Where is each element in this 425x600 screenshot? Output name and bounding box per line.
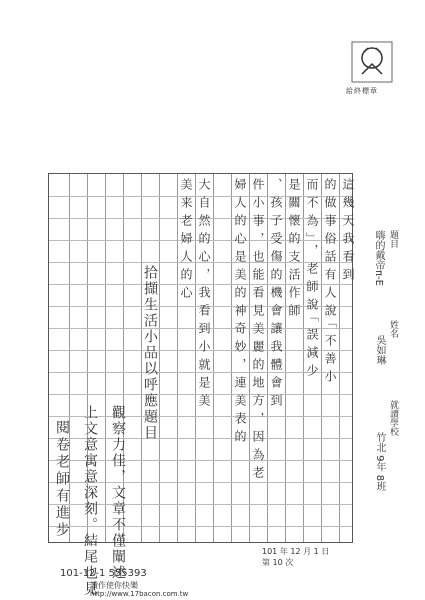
teacher-comment-third: 上文意寓意深刻。結尾也見 (82, 405, 98, 597)
teacher-comment-main: 拾擷生活小品以呼應題目 (142, 265, 158, 441)
school-name: 竹北 9年 8班 (374, 432, 385, 492)
text-column: 是關懷的支活作師 (287, 178, 301, 322)
text-column: 、孩子受傷的機會讓我體會到 (269, 178, 283, 412)
text-column: 件小事，也能看見美麗的地方，因為老 (251, 178, 265, 484)
footer-code: 101-12-1 555393 (60, 568, 147, 579)
text-column: 美来老婦人的心 (179, 178, 193, 304)
footer-site: 讀作使你快樂 (90, 581, 138, 590)
teacher-comment-second: 觀察力佳，文章不僅闡述 (110, 405, 126, 581)
text-column: 大自然的心，我看到小就是美 (197, 178, 211, 412)
school-label: 就讀學校 (388, 400, 398, 436)
student-name: 吳如琳 (374, 335, 385, 365)
count-line: 第 10 次 (262, 558, 294, 567)
footer-url: http://www.17bacon.com.tw (90, 590, 189, 598)
text-column: 的做事俗話有人說｢不善小 (323, 178, 337, 389)
teacher-stamp-icon (350, 40, 394, 84)
text-column: 而不為｣，老師說｢誤減少 (305, 178, 319, 383)
name-label: 姓名 (388, 320, 398, 338)
date-line: 101 年 12 月 1 日 (262, 547, 330, 556)
topic-label: 題目 (388, 230, 398, 248)
text-column: 婦人的心是美的神奇妙，連美表的 (233, 178, 247, 448)
topic-id: 嗨的戴帝π-E (373, 230, 384, 286)
text-column: 這幾天我看到 (341, 178, 355, 286)
teacher-comment-fourth: 閱卷老師有進步 (54, 420, 70, 539)
stamp-label: 給終標章 (346, 87, 378, 95)
